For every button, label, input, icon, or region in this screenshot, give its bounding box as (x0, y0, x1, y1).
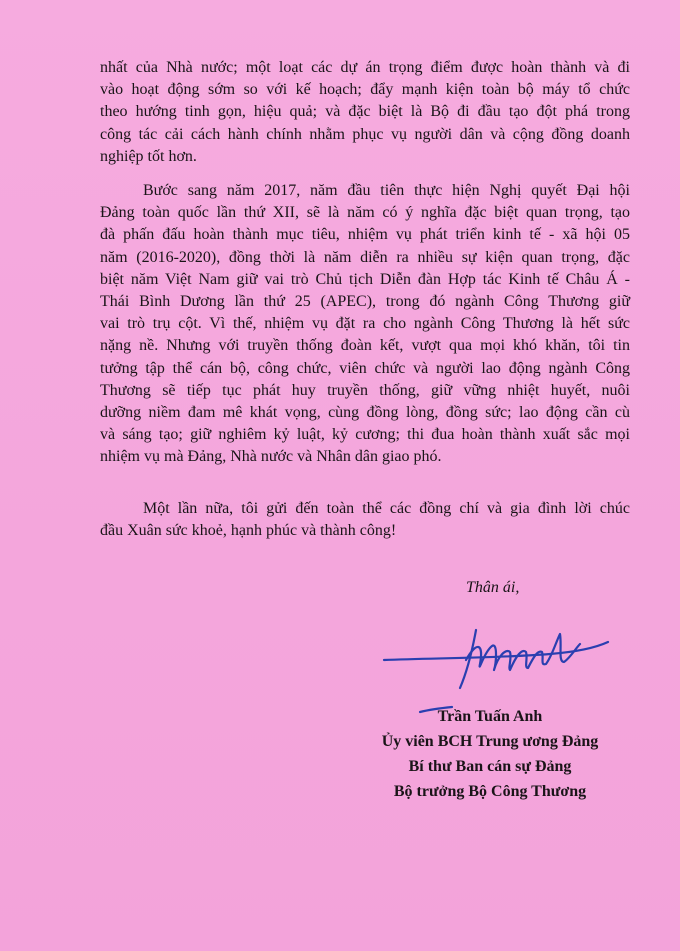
signature-block (370, 704, 610, 804)
paragraph-2-line: Thái Bình Dương lần thứ 25 (APEC), trong đó ngành Công Thương giữ (100, 293, 630, 311)
paragraph-3-line: Một lần nữa, tôi gửi đến toàn thể các đồng chí và gia đình lời chúc (143, 500, 630, 517)
paragraph-2-line: và sáng tạo; giữ nghiêm kỷ luật, kỷ cương; thi đua hoàn thành xuất sắc mọi (100, 426, 630, 444)
paragraph-2-line: nhiệm vụ mà Đảng, Nhà nước và Nhân dân giao phó. (100, 448, 442, 466)
paragraph-2-line: tưởng tập thể cán bộ, công chức, viên chức và người lao động ngành Công (100, 359, 630, 377)
paragraph-2-line: Thương sẽ tiếp tục phát huy truyền thống, giữ vững nhiệt huyết, nuôi (100, 381, 630, 399)
paragraph-1 (100, 57, 630, 168)
paragraph-1-line: nhất của Nhà nước; một loạt các dự án trọng điểm được hoàn thành và đi (100, 59, 630, 76)
paragraph-2-line: Đảng toàn quốc lần thứ XII, sẽ là năm có ý nghĩa đặc biệt quan trọng, tạo (100, 204, 630, 222)
paragraph-1-line: vào hoạt động sớm so với kế hoạch; đẩy mạnh kiện toàn bộ máy tổ chức (100, 81, 630, 99)
signer-title-3: Bộ trưởng Bộ Công Thương (393, 783, 587, 800)
paragraph-2-line: dưỡng niềm đam mê khát vọng, cùng đồng lòng, đồng sức; lao động cần cù (100, 404, 630, 422)
paragraph-2-line: đà phấn đấu hoàn thành mục tiêu, nhiệm vụ phát triển kinh tế - xã hội 05 (100, 226, 630, 244)
paragraph-3-line: đầu Xuân sức khoẻ, hạnh phúc và thành công! (100, 522, 397, 540)
paragraph-1-line: công tác cải cách hành chính nhằm phục vụ người dân và cộng đồng doanh (100, 125, 630, 143)
signer-title-1: Ủy viên BCH Trung ương Đảng (381, 733, 599, 750)
paragraph-2-line: năm (2016-2020), đồng thời là năm diễn ra nhiều sự kiện quan trọng, đặc (100, 248, 630, 266)
signer-name: Trần Tuấn Anh (437, 708, 543, 725)
paragraph-2 (100, 180, 630, 469)
paragraph-1-line: nghiệp tốt hơn. (100, 147, 197, 165)
paragraph-2-line: Bước sang năm 2017, năm đầu tiên thực hiện Nghị quyết Đại hội (143, 182, 630, 199)
paragraph-1-line: theo hướng tinh gọn, hiệu quả; và đặc biệt là Bộ đi đầu tạo đột phá trong (100, 103, 630, 121)
paragraph-2-line: nặng nề. Nhưng với truyền thống đoàn kết, vượt qua mọi khó khăn, tôi tin (100, 337, 630, 355)
paragraph-3 (100, 498, 630, 542)
paragraph-2-line: biệt năm Việt Nam giữ vai trò Chủ tịch Diễn đàn Hợp tác Kinh tế Châu Á - (100, 270, 630, 288)
signer-title-2: Bí thư Ban cán sự Đảng (408, 758, 572, 775)
paragraph-2-line: vai trò trụ cột. Vì thế, nhiệm vụ đặt ra cho ngành Công Thương là hết sức (100, 315, 630, 333)
closing-salutation: Thân ái, (466, 579, 520, 596)
